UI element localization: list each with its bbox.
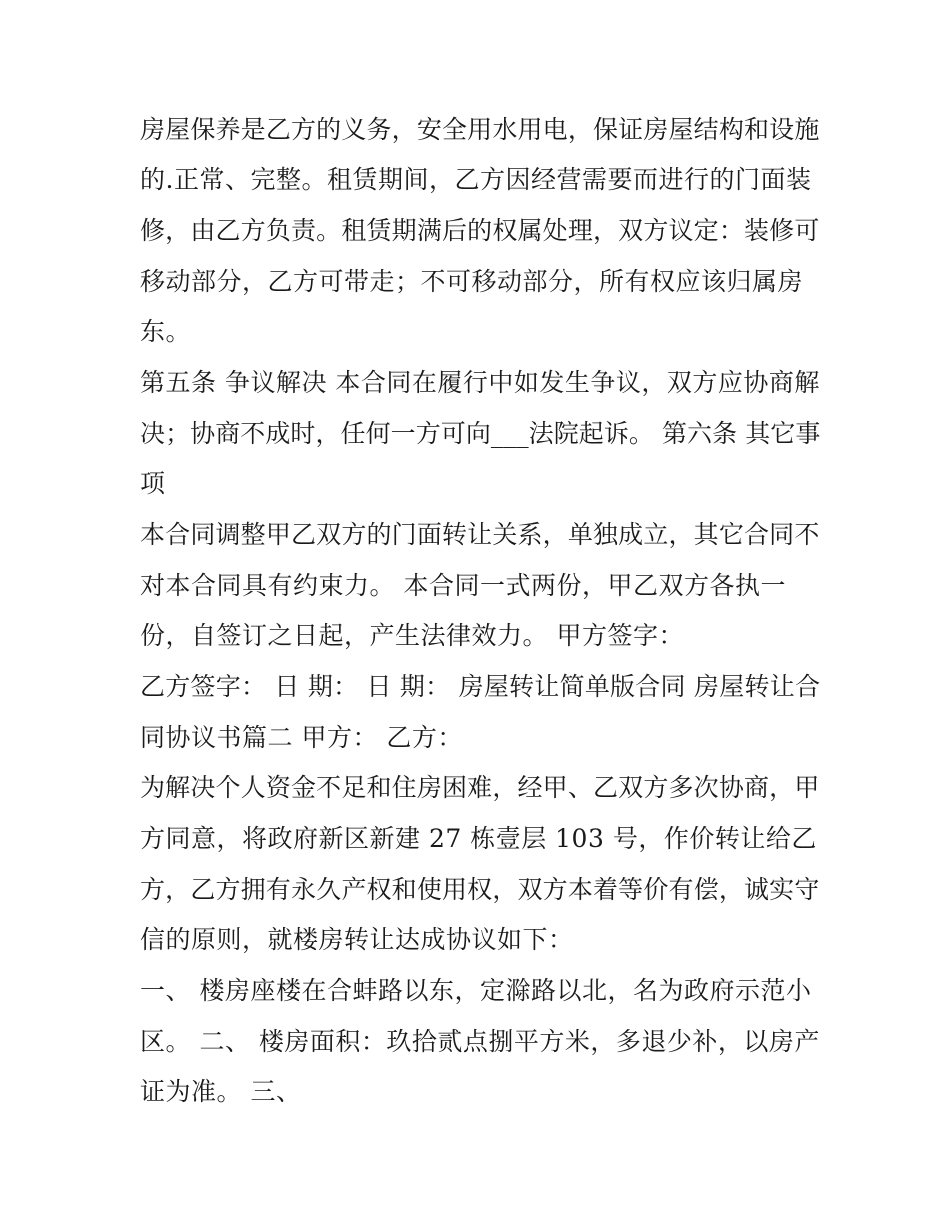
text-line: 信的原则，就楼房转让达成协议如下： [140, 925, 574, 954]
text-line: 区。 二、 楼房面积：玖拾贰点捌平方米，多退少补，以房产 [140, 1027, 820, 1056]
text-line: 乙方签字： 日 期： 日 期： 房屋转让简单版合同 房屋转让合 [140, 672, 821, 701]
text-line: 第五条 争议解决 本合同在履行中如发生争议，双方应协商解 [140, 368, 820, 397]
text-line: 对本合同具有约束力。 本合同一式两份，甲乙双方各执一 [140, 571, 786, 600]
text-line: 修，由乙方负责。租赁期满后的权属处理，双方议定：装修可 [140, 216, 820, 245]
text-line: 移动部分，乙方可带走；不可移动部分，所有权应该归属房 [140, 267, 804, 296]
text-line: 房屋保养是乙方的义务，安全用水用电，保证房屋结构和设施 [140, 115, 820, 144]
text-line: 决；协商不成时，任何一方可向___法院起诉。 第六条 其它事 [140, 419, 821, 448]
text-line: 份，自签订之日起，产生法律效力。 甲方签字： [140, 621, 684, 650]
text-line: 项 [140, 469, 166, 498]
text-line: 一、 楼房座楼在合蚌路以东，定滁路以北，名为政府示范小 [140, 976, 812, 1005]
text-line: 方同意，将政府新区新建 27 栋壹层 103 号，作价转让给乙 [140, 824, 817, 853]
text-line: 为解决个人资金不足和住房困难，经甲、乙双方多次协商，甲 [140, 773, 820, 802]
text-line: 东。 [140, 317, 192, 346]
text-line: 本合同调整甲乙双方的门面转让关系，单独成立，其它合同不 [140, 520, 820, 549]
text-line: 的.正常、完整。租赁期间，乙方因经营需要而进行的门面装 [140, 165, 812, 194]
text-line: 同协议书篇二 甲方： 乙方： [140, 723, 463, 752]
text-line: 方，乙方拥有永久产权和使用权，双方本着等价有偿，诚实守 [140, 875, 820, 904]
text-line: 证为准。 三、 [140, 1077, 302, 1106]
